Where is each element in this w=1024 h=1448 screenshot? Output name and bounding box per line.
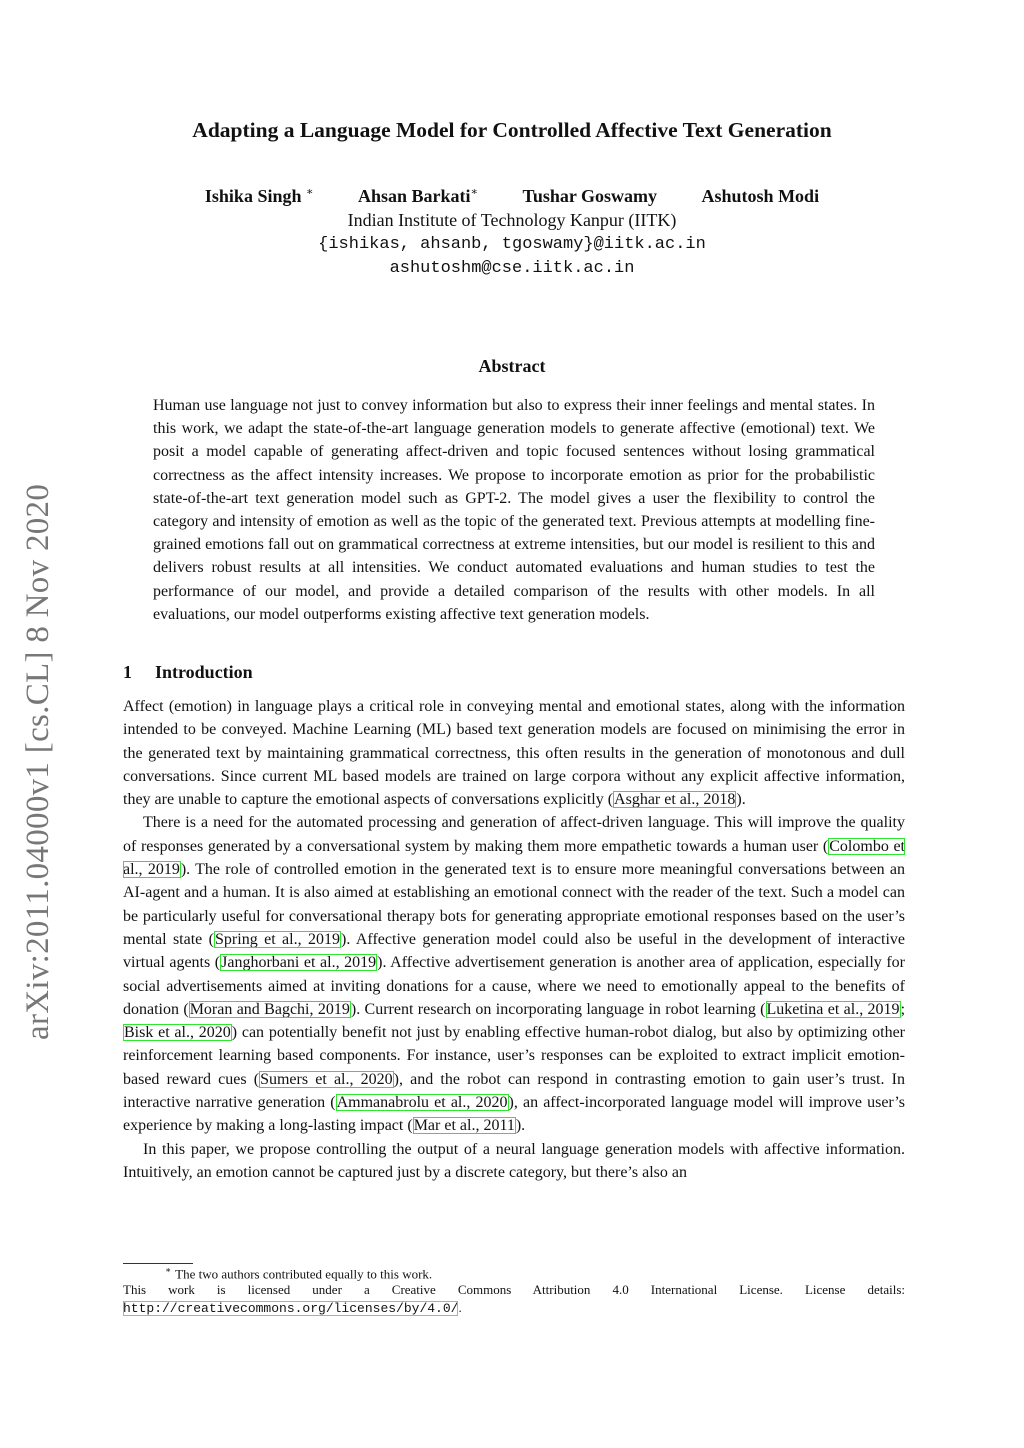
paragraph: Affect (emotion) in language plays a critical role in conveying mental and emotional states, along with the information intended to be conveyed. Machine Learning (ML) based text generation models are focused on minimising the error in the generated text by maintaining grammatical correctness, this often results in the generation of monotonous and dull conversations. Since current ML based models are trained on large corpora without any explicit affective information, they are unable to capture the emotional aspects of conversations explicitly (Asghar et al., 2018).: [123, 698, 905, 809]
citation-link[interactable]: Ammanabrolu et al., 2020: [336, 1094, 508, 1112]
paragraph: In this paper, we propose controlling the output of a neural language generation models with affective information. Intuitively, an emotion cannot be captured just by a discrete category, but there’s also an: [123, 1140, 905, 1181]
footnote-rule: [123, 1263, 193, 1264]
abstract-heading: Abstract: [478, 356, 546, 376]
citation-link[interactable]: Luketina et al., 2019: [766, 1000, 900, 1018]
citation-link[interactable]: Janghorbani et al., 2019: [221, 954, 377, 972]
section-title: Introduction: [155, 662, 253, 682]
section-number: 1: [123, 662, 132, 682]
paragraph: There is a need for the automated processing and generation of affect-driven language. This will improve the quality of responses generated by a conversational system by making them more empathetic towards a human user (Colombo et al., 2019). The role of controlled emotion in the generated text is to ensure more meaningful conversations between an AI-agent and a human. It is also aimed at establishing an emotional connect with the reader of the text. Such a model can be particularly useful for conversational therapy bots for generating appropriate emotional responses based on the user’s mental state (Spring et al., 2019). Affective generation model could also be useful in the development of interactive virtual agents (Janghorbani et al., 2019). Affective advertisement generation is another area of application, especially for social advertisements aimed at inviting donations for a cause, where we need to emotionally appeal to the benefits of donation (Moran and Bagchi, 2019). Current research on incorporating language in robot learning (Luketina et al., 2019; Bisk et al., 2020) can potentially benefit not just by enabling effective human-robot dialog, but also by optimizing other reinforcement learning based components. For instance, user’s responses can be exploited to extract implicit emotion-based reward cues (Sumers et al., 2020), and the robot can respond in contrasting emotion to gain user’s trust. In interactive narrative generation (Ammanabrolu et al., 2020), an affect-incorporated language model will improve user’s experience by making a long-lasting impact (Mar et al., 2011).: [123, 814, 906, 1135]
author-list: [0, 185, 1024, 207]
license-link[interactable]: http://creativecommons.org/licenses/by/4.0/: [123, 1301, 459, 1316]
author-email: ashutoshm@cse.iitk.ac.in: [389, 259, 635, 278]
citation-link[interactable]: Mar et al., 2011: [413, 1117, 515, 1135]
license-note: This work is licensed under a Creative Commons Attribution 4.0 International License. License details: http://creativecommons.org/licenses/by/4.0/.: [123, 1282, 905, 1316]
citation-link[interactable]: Bisk et al., 2020: [124, 1024, 231, 1042]
abstract-text: Human use language not just to convey information but also to express their inner feelings and mental states. In this work, we adapt the state-of-the-art language generation models to generate affective (emotional) text. We posit a model capable of generating affect-driven and topic focused sentences without losing grammatical correctness as the affect intensity increases. We propose to incorporate emotion as prior for the probabilistic state-of-the-art text generation model such as GPT-2. The model gives a user the flexibility to control the category and intensity of emotion as well as the topic of the generated text. Previous attempts at modelling fine-grained emotions fall out on grammatical correctness at extreme intensities, but our model is resilient to this and delivers robust results at all intensities. We conduct automated evaluations and human studies to test the performance of our model, and provide a detailed comparison of the results with other models. In all evaluations, our model outperforms existing affective text generation models.: [153, 397, 875, 623]
citation-link[interactable]: Moran and Bagchi, 2019: [189, 1000, 350, 1018]
author: Ashutosh Modi: [701, 186, 820, 206]
author-emails: {ishikas, ahsanb, tgoswamy}@iitk.ac.in: [318, 235, 706, 254]
citation-link[interactable]: Asghar et al., 2018: [614, 791, 736, 809]
author: Tushar Goswamy: [522, 186, 658, 206]
author: Ishika Singh ∗: [204, 186, 314, 206]
affiliation: Indian Institute of Technology Kanpur (IITK): [347, 210, 677, 230]
author: Ahsan Barkati∗: [357, 186, 478, 206]
footnote: ∗ The two authors contributed equally to this work.: [165, 1265, 433, 1282]
paper-title: Adapting a Language Model for Controlled Affective Text Generation: [192, 118, 832, 142]
citation-link[interactable]: Sumers et al., 2020: [260, 1070, 393, 1088]
arxiv-stamp: arXiv:2011.04000v1 [cs.CL] 8 Nov 2020: [20, 483, 56, 1040]
section-heading: [123, 662, 253, 683]
body-text: [123, 695, 905, 1184]
citation-link[interactable]: Spring et al., 2019: [215, 930, 341, 948]
citation-link[interactable]: Colombo et al., 2019: [123, 837, 906, 879]
